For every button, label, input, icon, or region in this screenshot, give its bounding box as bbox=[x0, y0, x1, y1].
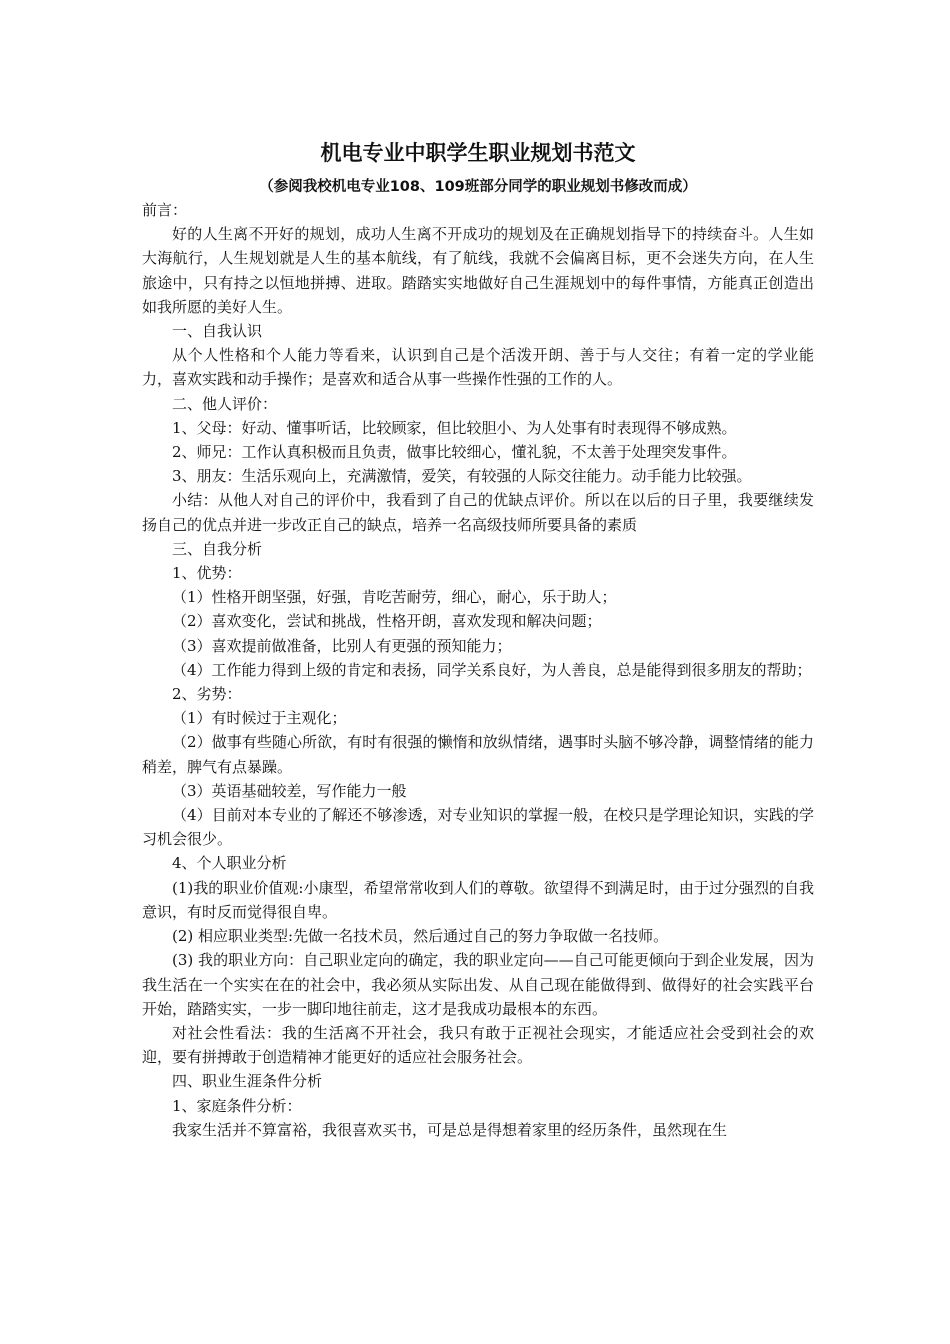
paragraph: 一、自我认识 bbox=[172, 322, 263, 341]
paragraph: （1）有时候过于主观化； bbox=[172, 709, 347, 728]
paragraph: 1、家庭条件分析： bbox=[172, 1096, 302, 1115]
paragraph: 从个人性格和个人能力等看来，认识到自己是个活泼开朗、善于与人交往；有着一定的学业能力，喜欢实践和动手操作；是喜欢和适合从事一些操作性强的工作的人。 bbox=[142, 346, 814, 389]
paragraph: 我家生活并不算富裕，我很喜欢买书，可是总是得想着家里的经历条件，虽然现在生 bbox=[172, 1120, 728, 1139]
paragraph: (2) 相应职业类型:先做一名技术员，然后通过自己的努力争取做一名技师。 bbox=[172, 927, 669, 946]
paragraph: 4、个人职业分析 bbox=[172, 854, 287, 873]
paragraph: （2）喜欢变化，尝试和挑战，性格开朗，喜欢发现和解决问题； bbox=[172, 612, 602, 631]
paragraph: 前言： bbox=[142, 201, 188, 219]
paragraph: 四、职业生涯条件分析 bbox=[172, 1072, 323, 1091]
document-body bbox=[142, 198, 814, 1142]
paragraph: 好的人生离不开好的规划，成功人生离不开成功的规划及在正确规划指导下的持续奋斗。人生如大海航行，人生规划就是人生的基本航线，有了航线，我就不会偏离目标，更不会迷失方向，在人生旅途中，只有持之以恒地拼搏、进取。踏踏实实地做好自己生涯规划中的每件事情，方能真正创造出如我所愿的美好人生。 bbox=[142, 225, 814, 316]
paragraph: （2）做事有些随心所欲，有时有很强的懒惰和放纵情绪，遇事时头脑不够冷静，调整情绪的能力稍差，脾气有点暴躁。 bbox=[142, 733, 814, 776]
paragraph: 3、朋友：生活乐观向上，充满激情，爱笑，有较强的人际交往能力。动手能力比较强。 bbox=[172, 467, 752, 486]
paragraph: 2、师兄：工作认真积极而且负责，做事比较细心，懂礼貌，不太善于处理突发事件。 bbox=[172, 443, 737, 462]
document-page bbox=[142, 138, 814, 1142]
paragraph: 2、劣势： bbox=[172, 685, 242, 704]
paragraph: （4）工作能力得到上级的肯定和表扬，同学关系良好，为人善良，总是能得到很多朋友的帮助； bbox=[172, 660, 812, 679]
paragraph: 小结：从他人对自己的评价中，我看到了自己的优缺点评价。所以在以后的日子里，我要继续发扬自己的优点并进一步改正自己的缺点，培养一名高级技师所要具备的素质 bbox=[142, 491, 814, 534]
paragraph: 对社会性看法：我的生活离不开社会，我只有敢于正视社会现实，才能适应社会受到社会的欢迎，要有拼搏敢于创造精神才能更好的适应社会服务社会。 bbox=[142, 1023, 814, 1067]
paragraph: (3) 我的职业方向：自己职业定向的确定，我的职业定向——自己可能更倾向于到企业发展，因为我生活在一个实实在在的社会中，我必须从实际出发、从自己现在能做得到、做得好的社会实践平台开始，踏踏实实，一步一脚印地往前走，这才是我成功最根本的东西。 bbox=[142, 951, 814, 1018]
paragraph: (1)我的职业价值观:小康型，希望常常收到人们的尊敬。欲望得不到满足时，由于过分强烈的自我意识，有时反而觉得很自卑。 bbox=[142, 878, 814, 921]
paragraph: （3）英语基础较差，写作能力一般 bbox=[172, 781, 407, 800]
document-title: 机电专业中职学生职业规划书范文 bbox=[320, 141, 636, 165]
paragraph: 1、优势： bbox=[172, 564, 242, 583]
paragraph: （4）目前对本专业的了解还不够渗透，对专业知识的掌握一般，在校只是学理论知识，实践的学习机会很少。 bbox=[142, 806, 814, 849]
paragraph: 二、他人评价： bbox=[172, 394, 278, 413]
paragraph: （1）性格开朗坚强，好强，肯吃苦耐劳，细心，耐心，乐于助人； bbox=[172, 588, 617, 607]
paragraph: 三、自我分析 bbox=[172, 539, 263, 558]
paragraph: （3）喜欢提前做准备，比别人有更强的预知能力； bbox=[172, 636, 512, 655]
paragraph: 1、父母：好动、懂事听话，比较顾家，但比较胆小、为人处事有时表现得不够成熟。 bbox=[172, 418, 737, 437]
document-subtitle: （参阅我校机电专业108、109班部分同学的职业规划书修改而成） bbox=[259, 179, 697, 195]
